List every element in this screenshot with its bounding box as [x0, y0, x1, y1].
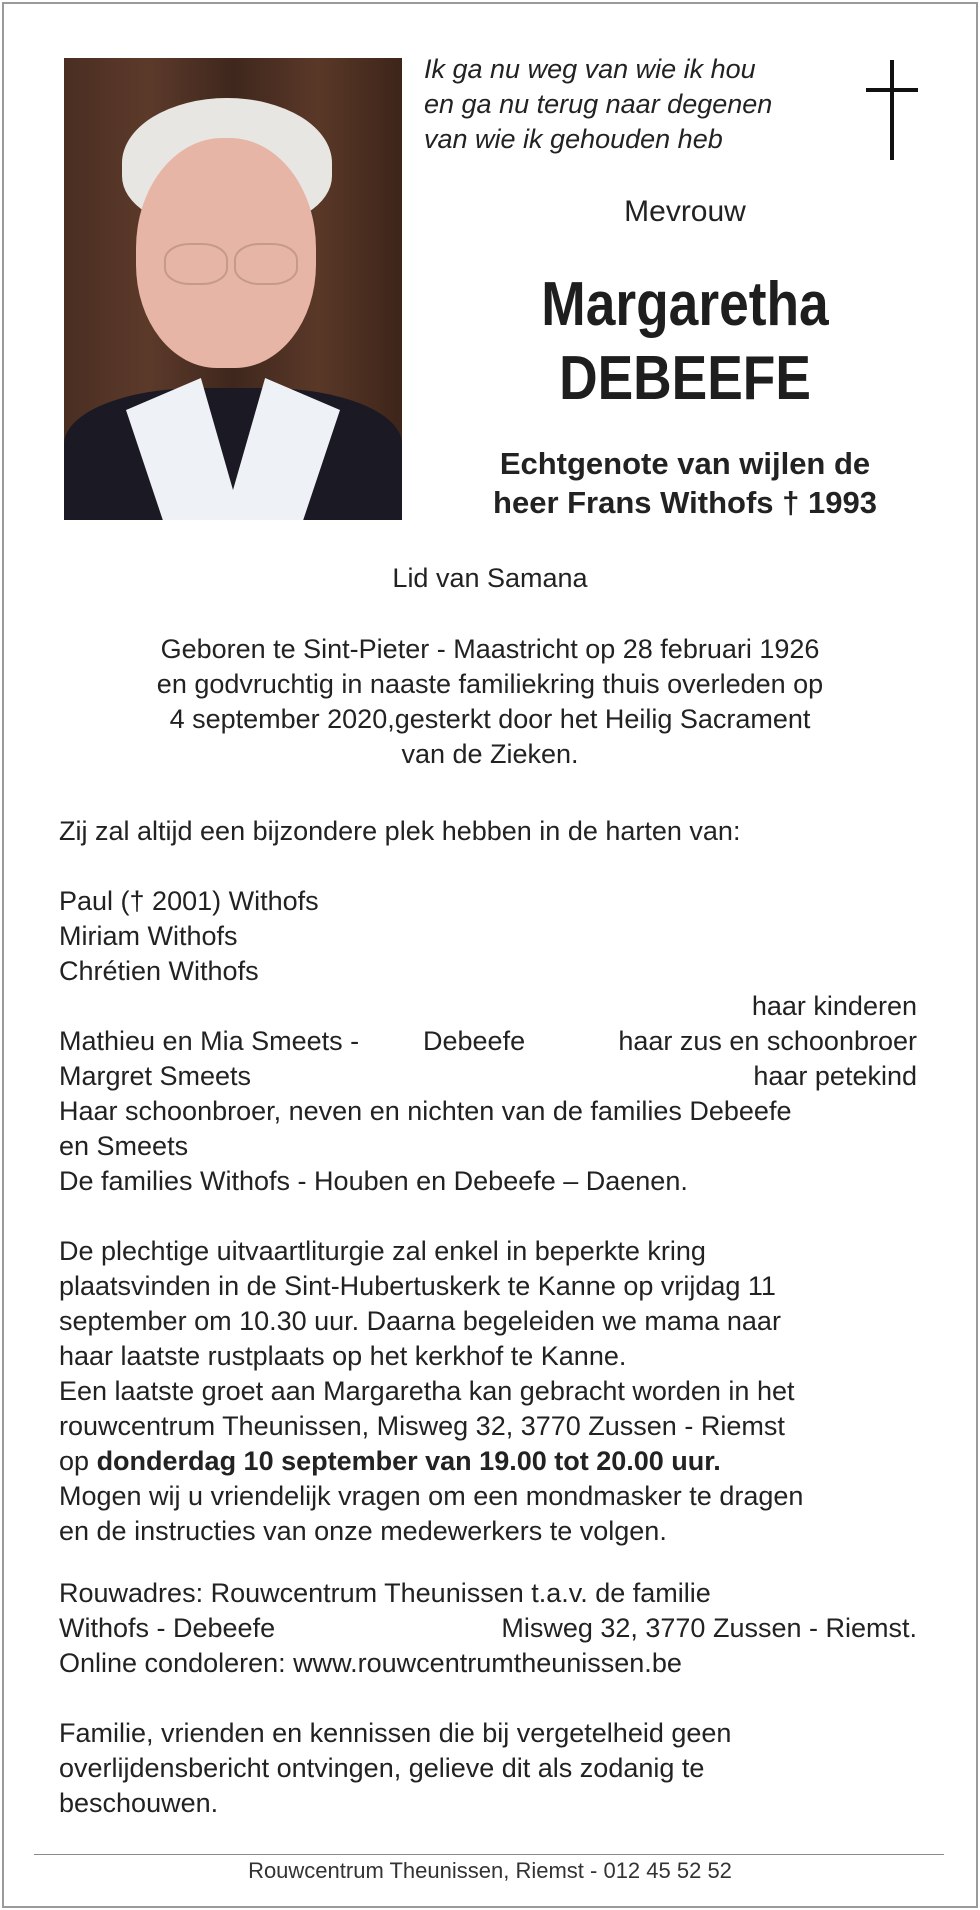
spouse-info — [420, 444, 950, 522]
text-line: overlijdensbericht ontvingen, gelieve dit als zodanig te — [59, 1753, 705, 1783]
text-line: 4 september 2020,gesterkt door het Heilig Sacrament — [169, 704, 811, 734]
text-line: haar laatste rustplaats op het kerkhof te Kanne. — [59, 1341, 627, 1371]
visit-prefix: op — [59, 1446, 90, 1476]
poem — [424, 52, 772, 157]
spouse-line: Echtgenote van wijlen de — [499, 446, 871, 481]
deceased-name — [457, 268, 913, 416]
text-line: en godvruchtig in naaste familiekring thuis overleden op — [156, 669, 824, 699]
ceremony-info — [59, 1234, 803, 1549]
children-list — [59, 884, 319, 989]
child-name: Chrétien Withofs — [59, 956, 259, 986]
extended-family — [59, 1094, 791, 1199]
text-line: Familie, vrienden en kennissen die bij vergetelheid geen — [59, 1718, 732, 1748]
address-line: Rouwadres: Rouwcentrum Theunissen t.a.v. de familie — [59, 1578, 711, 1608]
text-line: Geboren te Sint-Pieter - Maastricht op 28 februari 1926 — [160, 634, 820, 664]
first-name: Margaretha — [541, 270, 829, 339]
text-line: en de instructies van onze medewerkers te volgen. — [59, 1516, 667, 1546]
child-name: Paul († 2001) Withofs — [59, 886, 319, 916]
sibling-surname: Debeefe — [423, 1026, 526, 1056]
poem-line: en ga nu terug naar degenen — [424, 89, 773, 119]
child-name: Miriam Withofs — [59, 921, 238, 951]
online-condolence: Online condoleren: www.rouwcentrumtheunissen.be — [59, 1648, 682, 1678]
godchild-row — [59, 1059, 917, 1094]
membership: Lid van Samana — [392, 563, 588, 593]
address-family: Withofs - Debeefe — [59, 1613, 276, 1643]
text-line: Haar schoonbroer, neven en nichten van de families Debeefe — [59, 1096, 792, 1126]
visit-line — [59, 1444, 803, 1479]
text-line: beschouwen. — [59, 1788, 219, 1818]
text-line: De families Withofs - Houben en Debeefe – Daenen. — [59, 1166, 688, 1196]
poem-line: van wie ik gehouden heb — [424, 124, 723, 154]
sibling-row — [59, 1024, 917, 1059]
text-line: De plechtige uitvaartliturgie zal enkel in beperkte kring — [59, 1236, 706, 1266]
text-line: van de Zieken. — [401, 739, 579, 769]
text-line: rouwcentrum Theunissen, Misweg 32, 3770 Zussen - Riemst — [59, 1411, 785, 1441]
sibling-name: Mathieu en Mia Smeets - — [59, 1026, 360, 1056]
address-row — [59, 1611, 917, 1646]
godchild-name: Margret Smeets — [59, 1061, 252, 1091]
godchild-role: haar petekind — [753, 1061, 917, 1091]
spouse-line: heer Frans Withofs † 1993 — [493, 485, 877, 520]
sibling-role: haar zus en schoonbroer — [618, 1026, 917, 1056]
text-line: Een laatste groet aan Margaretha kan gebracht worden in het — [59, 1376, 795, 1406]
last-name: DEBEEFE — [559, 344, 811, 413]
footer-text: Rouwcentrum Theunissen, Riemst - 012 45 52 52 — [248, 1858, 732, 1883]
salutation: Mevrouw — [624, 195, 746, 228]
text-line: september om 10.30 uur. Daarna begeleiden we mama naar — [59, 1306, 781, 1336]
poem-line: Ik ga nu weg van wie ik hou — [424, 54, 756, 84]
intro-text: Zij zal altijd een bijzondere plek hebben in de harten van: — [59, 816, 741, 846]
closing-note — [59, 1716, 731, 1821]
birth-death-info — [60, 632, 920, 772]
portrait-photo — [64, 58, 402, 520]
visit-time: donderdag 10 september van 19.00 tot 20.00 uur. — [96, 1446, 721, 1476]
text-line: Mogen wij u vriendelijk vragen om een mondmasker te dragen — [59, 1481, 804, 1511]
text-line: en Smeets — [59, 1131, 189, 1161]
address-street: Misweg 32, 3770 Zussen - Riemst. — [501, 1613, 917, 1643]
text-line: plaatsvinden in de Sint-Hubertuskerk te Kanne op vrijdag 11 — [59, 1271, 776, 1301]
cross-icon — [866, 60, 918, 160]
footer-divider — [34, 1854, 944, 1855]
children-role: haar kinderen — [751, 991, 917, 1021]
